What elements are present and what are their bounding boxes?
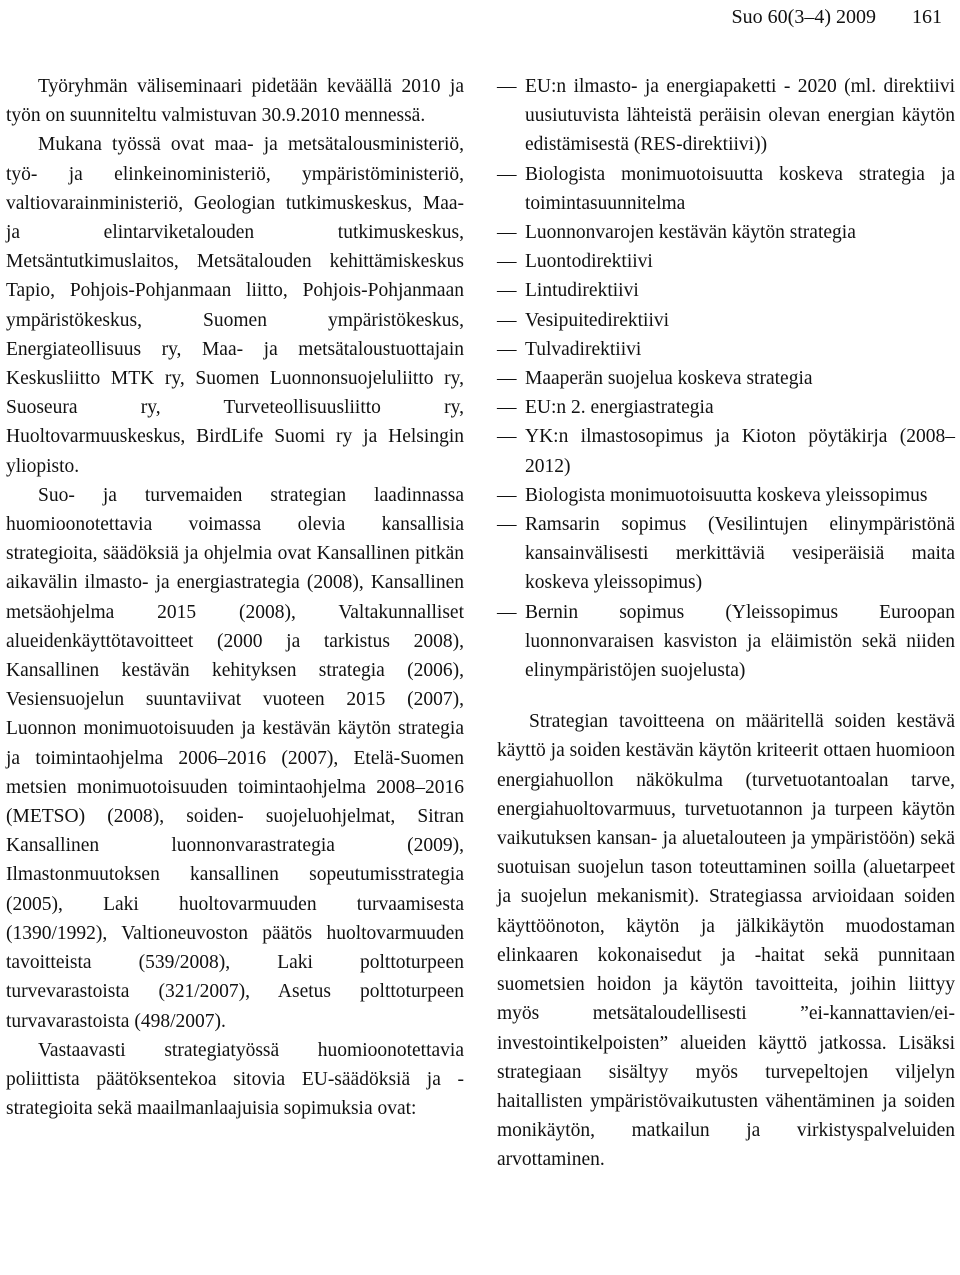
- list-item: — Bernin sopimus (Yleissopimus Euroopan luonnonvaraisen kasviston ja eläimistön sekä niiden elinympäristöjen suojelusta): [497, 598, 955, 686]
- list-item: — Vesipuitedirektiivi: [497, 306, 955, 335]
- paragraph-national-strategies: Suo- ja turvemaiden strategian laadinnassa huomioonotettavia voimassa olevia kansallisia strategioita, säädöksiä ja ohjelmia ovat Kansallinen pitkän aikavälin ilmasto- ja energiastrategia (2008), Kansallinen metsäohjelma 2015 (2008), Valtakunnalliset alueidenkäyttötavoitteet (2000 ja tarkistus 2008), Kansallinen kestävän kehityksen strategia (2006), Vesiensuojelun suuntaviivat vuoteen 2015 (2007), Luonnon monimuotoisuuden ja kestävän käytön strategia ja toimintaohjelma 2006–2016 (2007), Etelä-Suomen metsien monimuotoisuuden toimintaohjelma 2008–2016 (METSO) (2008), soiden- suojeluohjelmat, Sitran Kansallinen luonnonvarastrategia (2009), Ilmastonmuutoksen kansallinen sopeutumisstrategia (2005), Laki huoltovarmuuden turvaamisesta (1390/1992), Valtioneuvoston päätös huoltovarmuuden tavoitteista (539/2008), Laki polttoturpeen turvevarastoista (321/2007), Asetus polttoturpeen turvavarastoista (498/2007).: [6, 484, 464, 1032]
- running-header: [732, 6, 942, 29]
- list-item: — Lintudirektiivi: [497, 276, 955, 305]
- list-item: — Luontodirektiivi: [497, 247, 955, 276]
- list-item: — Biologista monimuotoisuutta koskeva yleissopimus: [497, 481, 955, 510]
- paragraph-strategy-goal: Strategian tavoitteena on määritellä soiden kestävä käyttö ja soiden kestävän käytön kriteerit ottaen huomioon energiahuollon näkökulma (turvetuotantoalan tarve, energiahuoltovarmuus, turvetuotannon ja turpeen käytön vaikutuksen kansan- ja aluetalouteen ja ympäristöön) sekä suotuisan suojelun tason toteuttaminen soilla (aluetarpeet ja suojelun mekanismit). Strategiassa arvioidaan soiden käyttöönoton, käytön ja jälkikäytön muodostaman elinkaaren kokonaisedut ja -haitat sekä punnitaan suometsien hoidon ja käytön tavoitteita, joihin liittyy myös metsätaloudellisesti ”ei-kannattavien/ei-investointikelpoisten” alueiden käyttö jatkossa. Lisäksi strategiaan sisältyy myös turvepeltojen viljelyn haitallisten ympäristövaikutusten vähentäminen ja soiden monikäytön, matkailun ja virkistyspalveluiden arvottaminen.: [497, 711, 955, 1171]
- page-number: 161: [912, 6, 942, 28]
- journal-citation: Suo 60(3–4) 2009: [731, 6, 876, 28]
- list-item: — Luonnonvarojen kestävän käytön strategia: [497, 218, 955, 247]
- eu-strategies-list: [497, 72, 955, 685]
- list-item: — EU:n 2. energiastrategia: [497, 393, 955, 422]
- list-item: — Tulvadirektiivi: [497, 335, 955, 364]
- list-item: — Maaperän suojelua koskeva strategia: [497, 364, 955, 393]
- list-item: — YK:n ilmastosopimus ja Kioton pöytäkirja (2008–2012): [497, 422, 955, 480]
- right-column: [497, 72, 955, 1175]
- paragraph-eu-intro: Vastaavasti strategiatyössä huomioonotettavia poliittista päätöksentekoa sitovia EU-säädöksiä ja -strategioita sekä maailmanlaajuisia sopimuksia ovat:: [6, 1039, 464, 1120]
- list-item: — Biologista monimuotoisuutta koskeva strategia ja toimintasuunnitelma: [497, 160, 955, 218]
- paragraph-schedule: Työryhmän väliseminaari pidetään keväällä 2010 ja työn on suunniteltu valmistuvan 30.9.2010 mennessä.: [6, 76, 464, 127]
- paragraph-participants: Mukana työssä ovat maa- ja metsätalousministeriö, työ- ja elinkeinoministeriö, ympäristöministeriö, valtiovarainministeriö, Geologian tutkimuskeskus, Maa- ja elintarviketalouden tutkimuskeskus, Metsäntutkimuslaitos, Metsätalouden kehittämiskeskus Tapio, Pohjois-Pohjanmaan liitto, Pohjois-Pohjanmaan ympäristökeskus, Suomen ympäristökeskus, Energiateollisuus ry, Maa- ja metsätaloustuottajain Keskusliitto MTK ry, Suomen Luonnonsuojeluliitto ry, Suoseura ry, Turveteollisuusliitto ry, Huoltovarmuuskeskus, BirdLife Suomi ry ja Helsingin yliopisto.: [6, 134, 464, 477]
- list-item: — EU:n ilmasto- ja energiapaketti - 2020 (ml. direktiivi uusiutuvista lähteistä peräisin olevan energian käytön edistämisestä (RES-direktiivi)): [497, 72, 955, 160]
- left-column: [6, 72, 464, 1123]
- list-item: — Ramsarin sopimus (Vesilintujen elinympäristönä kansainvälisesti merkittäviä vesiperäisiä maita koskeva yleissopimus): [497, 510, 955, 598]
